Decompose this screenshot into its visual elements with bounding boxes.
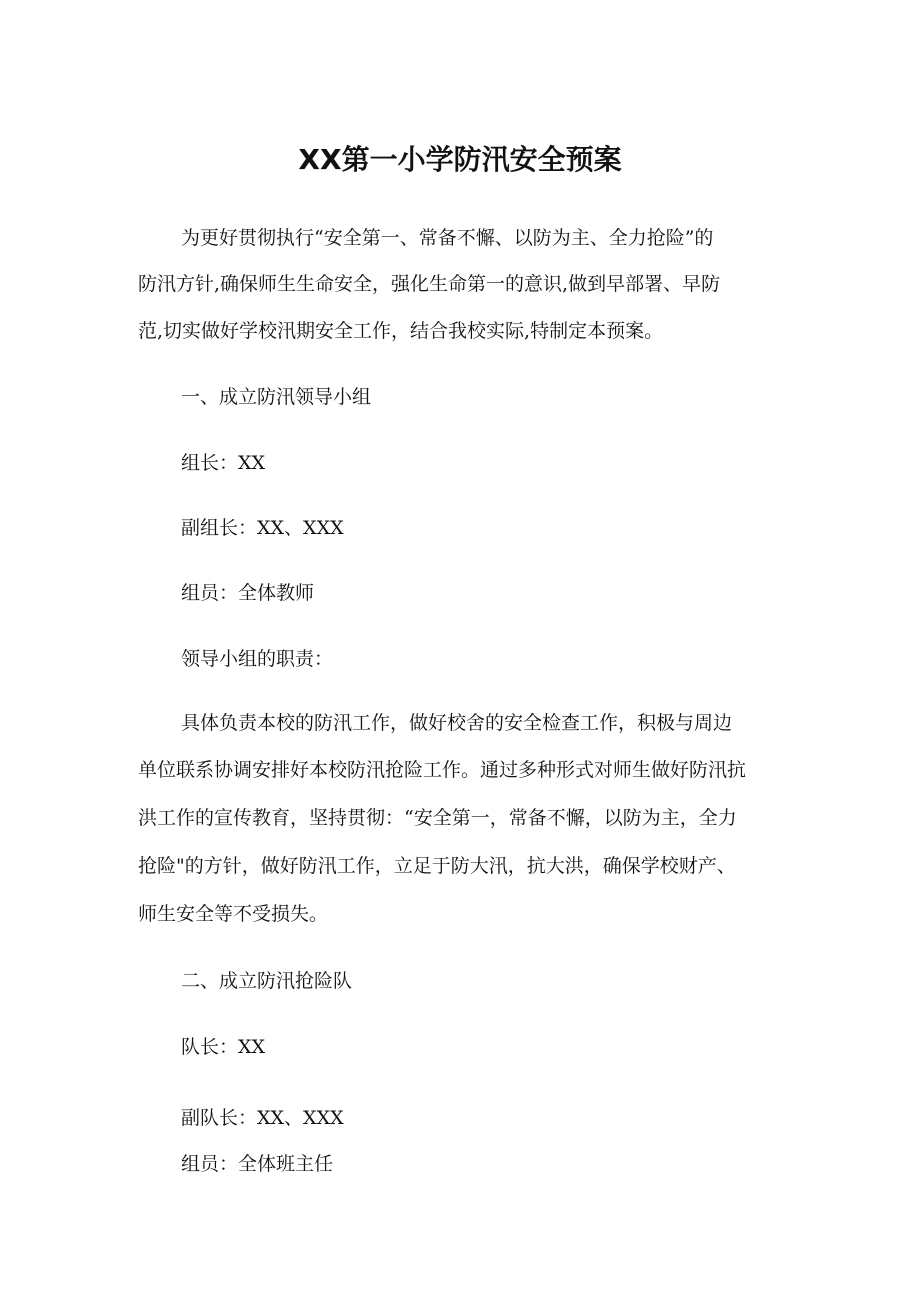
section1-heading: 一、成立防汛领导小组 [181, 386, 372, 408]
section2-heading: 二、成立防汛抢险队 [181, 970, 353, 992]
intro-line-1: 为更好贯彻执行“安全第一、常备不懈、以防为主、全力抢险”的 [181, 227, 714, 249]
section1-leader: 组长：XX [181, 452, 266, 474]
section1-deputy: 副组长：XX、XXX [181, 517, 344, 539]
duties-line-2: 单位联系协调安排好本校防汛抢险工作。通过多种形式对师生做好防汛抗 [138, 759, 747, 781]
duties-line-5: 师生安全等不受损失。 [138, 903, 329, 925]
section2-deputy: 副队长：XX、XXX [181, 1107, 344, 1129]
section1-members: 组员：全体教师 [181, 582, 315, 604]
intro-line-3: 范,切实做好学校汛期安全工作，结合我校实际,特制定本预案。 [138, 320, 664, 342]
duties-line-4: 抢险"的方针，做好防汛工作，立足于防大汛，抗大洪，确保学校财产、 [138, 855, 736, 877]
intro-line-2: 防汛方针,确保师生生命安全，强化生命第一的意识,做到早部署、早防 [138, 273, 721, 295]
document-title: XX第一小学防汛安全预案 [298, 143, 622, 176]
duties-line-1: 具体负责本校的防汛工作，做好校舍的安全检查工作，积极与周边 [181, 712, 733, 734]
section2-members: 组员：全体班主任 [181, 1153, 334, 1175]
duties-line-3: 洪工作的宣传教育，坚持贯彻：“安全第一，常备不懈，以防为主，全力 [138, 807, 737, 829]
section2-leader: 队长：XX [181, 1036, 266, 1058]
section1-duties-heading: 领导小组的职责： [181, 648, 334, 670]
